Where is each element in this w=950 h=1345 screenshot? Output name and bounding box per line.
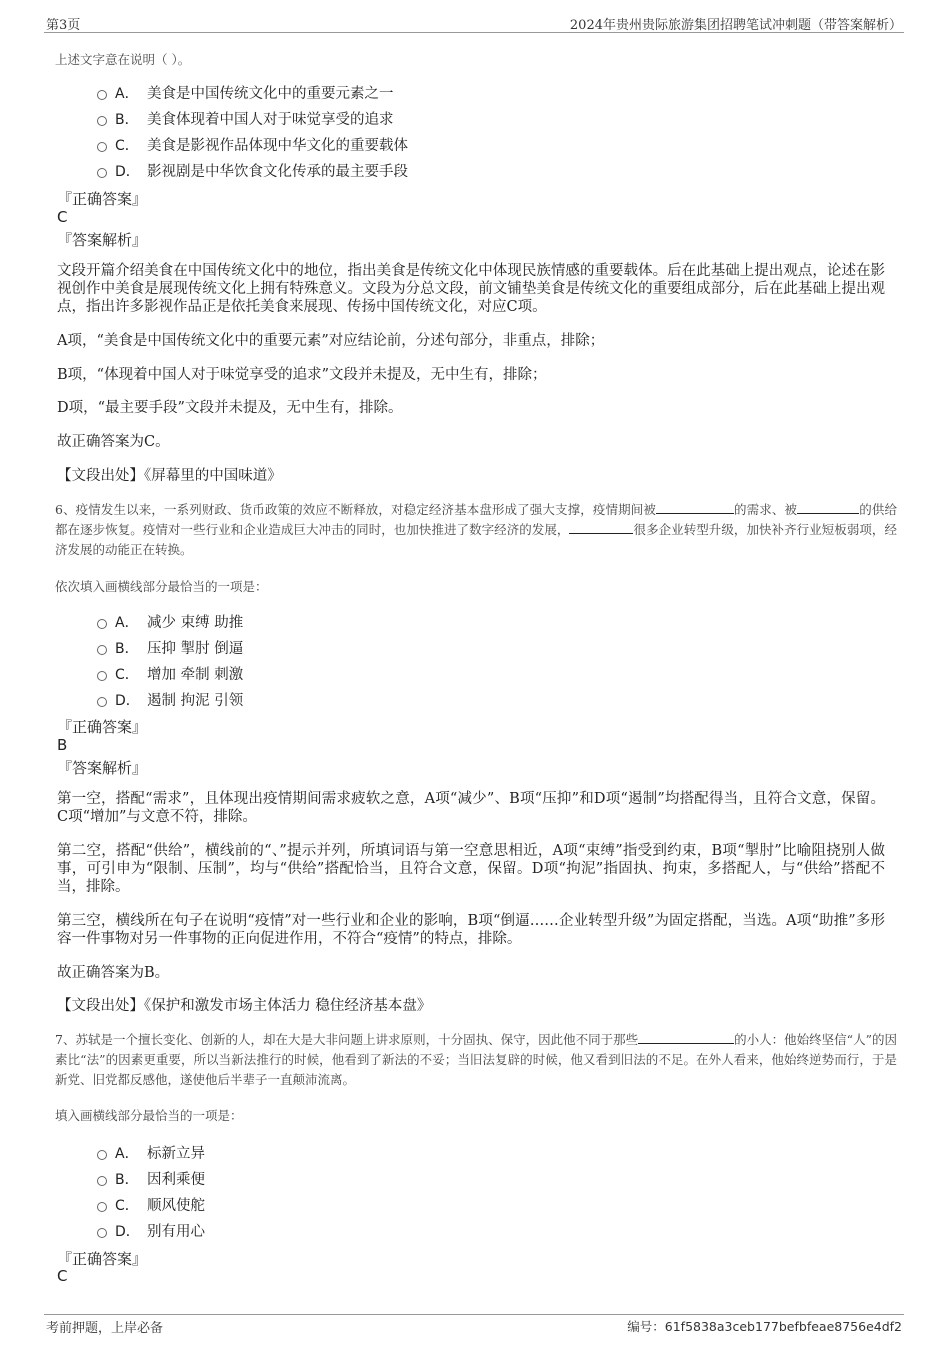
q5-option-c[interactable]: C． 美食是影视作品体现中华文化的重要载体 (97, 134, 408, 155)
page-header (44, 14, 904, 33)
q6-source: 【文段出处】《保护和激发市场主体活力 稳住经济基本盘》 (57, 998, 432, 1014)
q7-stem: 7、苏轼是一个擅长变化、创新的人，却在大是大非问题上讲求原则，十分固执、保守，因此他不同于那些 的小人：他始终坚信“人”的因素比“法”的因素更重要，所以当新法推行的时候，他看到了新法的不妥；当旧法复辟的时候，他又看到旧法的不足。在外人看来，他始终逆势而行，于是新党、旧党都反感他，遂使他后半辈子一直颠沛流离。 (55, 1032, 897, 1087)
q6-answer-label: 『正确答案』 (57, 718, 148, 736)
q5-analysis-p1: 文段开篇介绍美食在中国传统文化中的地位，指出美食是传统文化中体现民族情感的重要载体。后在此基础上提出观点，论述在影视创作中美食是展现传统文化上拥有特殊意义。文段为分总文段，前文铺垫美食是传统文化的重要组成部分，后在此基础上提出观点，指出许多影视作品正是依托美食来展现、传扬中国传统文化，对应C项。 (57, 263, 885, 315)
q5-analysis-p4: D项，“最主要手段”文段并未提及，无中生有，排除。 (57, 400, 403, 416)
q7-option-d[interactable]: D． 别有用心 (97, 1220, 205, 1241)
footer-slogan: 考前押题，上岸必备 (46, 1321, 164, 1336)
q6-analysis-label: 『答案解析』 (57, 759, 148, 777)
radio-icon[interactable] (97, 1150, 107, 1160)
q7-answer-label: 『正确答案』 (57, 1250, 148, 1268)
q5-answer: C (57, 208, 68, 226)
radio-icon[interactable] (97, 168, 107, 178)
q6-analysis-conclusion: 故正确答案为B。 (57, 965, 170, 981)
q5-analysis-p2: A项，“美食是中国传统文化中的重要元素”对应结论前，分述句部分，非重点，排除； (57, 333, 605, 349)
q6-analysis-p2: 第二空，搭配“供给”，横线前的“、”提示并列，所填词语与第一空意思相近，A项“束缚”指受到约束，B项“掣肘”比喻阻挠别人做事，可引申为“限制、压制”，均与“供给”搭配恰当，且符合文意，保留。D项“拘泥”指固执、拘束，多搭配人，与“供给”搭配不当，排除。 (57, 843, 885, 895)
q5-analysis-conclusion: 故正确答案为C。 (57, 434, 170, 450)
radio-icon[interactable] (97, 619, 107, 629)
radio-icon[interactable] (97, 1176, 107, 1186)
radio-icon[interactable] (97, 90, 107, 100)
radio-icon[interactable] (97, 671, 107, 681)
radio-icon[interactable] (97, 697, 107, 707)
q6-analysis-p1: 第一空，搭配“需求”，且体现出疫情期间需求疲软之意，A项“减少”、B项“压抑”和D项“遏制”均搭配得当，且符合文意，保留。C项“增加”与文意不符，排除。 (57, 791, 885, 825)
fill-blank-2 (797, 501, 859, 514)
q7-prompt: 填入画横线部分最恰当的一项是： (55, 1108, 243, 1123)
q6-option-c[interactable]: C． 增加 牵制 刺激 (97, 663, 243, 684)
q6-analysis-p3: 第三空，横线所在句子在说明“疫情”对一些行业和企业的影响，B项“倒逼……企业转型升级”为固定搭配，当选。A项“助推”多形容一件事物对另一件事物的正向促进作用，不符合“疫情”的特点，排除。 (57, 913, 885, 947)
q5-analysis-label: 『答案解析』 (57, 231, 148, 249)
fill-blank-1 (638, 1031, 734, 1044)
q5-stem: 上述文字意在说明（ ）。 (55, 52, 191, 67)
q6-stem: 6、疫情发生以来，一系列财政、货币政策的效应不断释放，对稳定经济基本盘形成了强大支撑，疫情期间被 的需求、被 的供给都在逐步恢复。疫情对一些行业和企业造成巨大冲击的同时，也加快推进了数字经济的发展， 很多企业转型升级，加快补齐行业短板弱项，经济发展的动能正在转换。 (55, 502, 897, 557)
q5-option-d[interactable]: D． 影视剧是中华饮食文化传承的最主要手段 (97, 160, 408, 181)
q6-option-d[interactable]: D． 遏制 拘泥 引领 (97, 689, 243, 710)
q6-option-b[interactable]: B． 压抑 掣肘 倒逼 (97, 637, 243, 658)
q7-option-c[interactable]: C． 顺风使舵 (97, 1194, 205, 1215)
q6-answer: B (57, 736, 68, 754)
q5-answer-label: 『正确答案』 (57, 190, 148, 208)
radio-icon[interactable] (97, 142, 107, 152)
q5-source: 【文段出处】《屏幕里的中国味道》 (57, 468, 282, 484)
q7-answer: C (57, 1267, 68, 1285)
radio-icon[interactable] (97, 1202, 107, 1212)
document-title: 2024年贵州贵际旅游集团招聘笔试冲刺题（带答案解析） (569, 18, 902, 33)
radio-icon[interactable] (97, 116, 107, 126)
page-number: 第3页 (46, 18, 81, 33)
q6-option-a[interactable]: A． 减少 束缚 助推 (97, 611, 243, 632)
fill-blank-3 (569, 521, 633, 534)
q7-option-a[interactable]: A． 标新立异 (97, 1142, 205, 1163)
q6-prompt: 依次填入画横线部分最恰当的一项是： (55, 579, 268, 594)
page-footer (44, 1314, 904, 1336)
q5-option-b[interactable]: B． 美食体现着中国人对于味觉享受的追求 (97, 108, 394, 129)
q7-option-b[interactable]: B． 因利乘便 (97, 1168, 205, 1189)
radio-icon[interactable] (97, 645, 107, 655)
radio-icon[interactable] (97, 1228, 107, 1238)
q5-option-a[interactable]: A． 美食是中国传统文化中的重要元素之一 (97, 82, 394, 103)
document-code: 编号：61f5838a3ceb177befbfeae8756e4df2 (627, 1319, 902, 1334)
fill-blank-1 (656, 501, 734, 514)
q5-analysis-p3: B项，“体现着中国人对于味觉享受的追求”文段并未提及，无中生有，排除； (57, 367, 547, 383)
